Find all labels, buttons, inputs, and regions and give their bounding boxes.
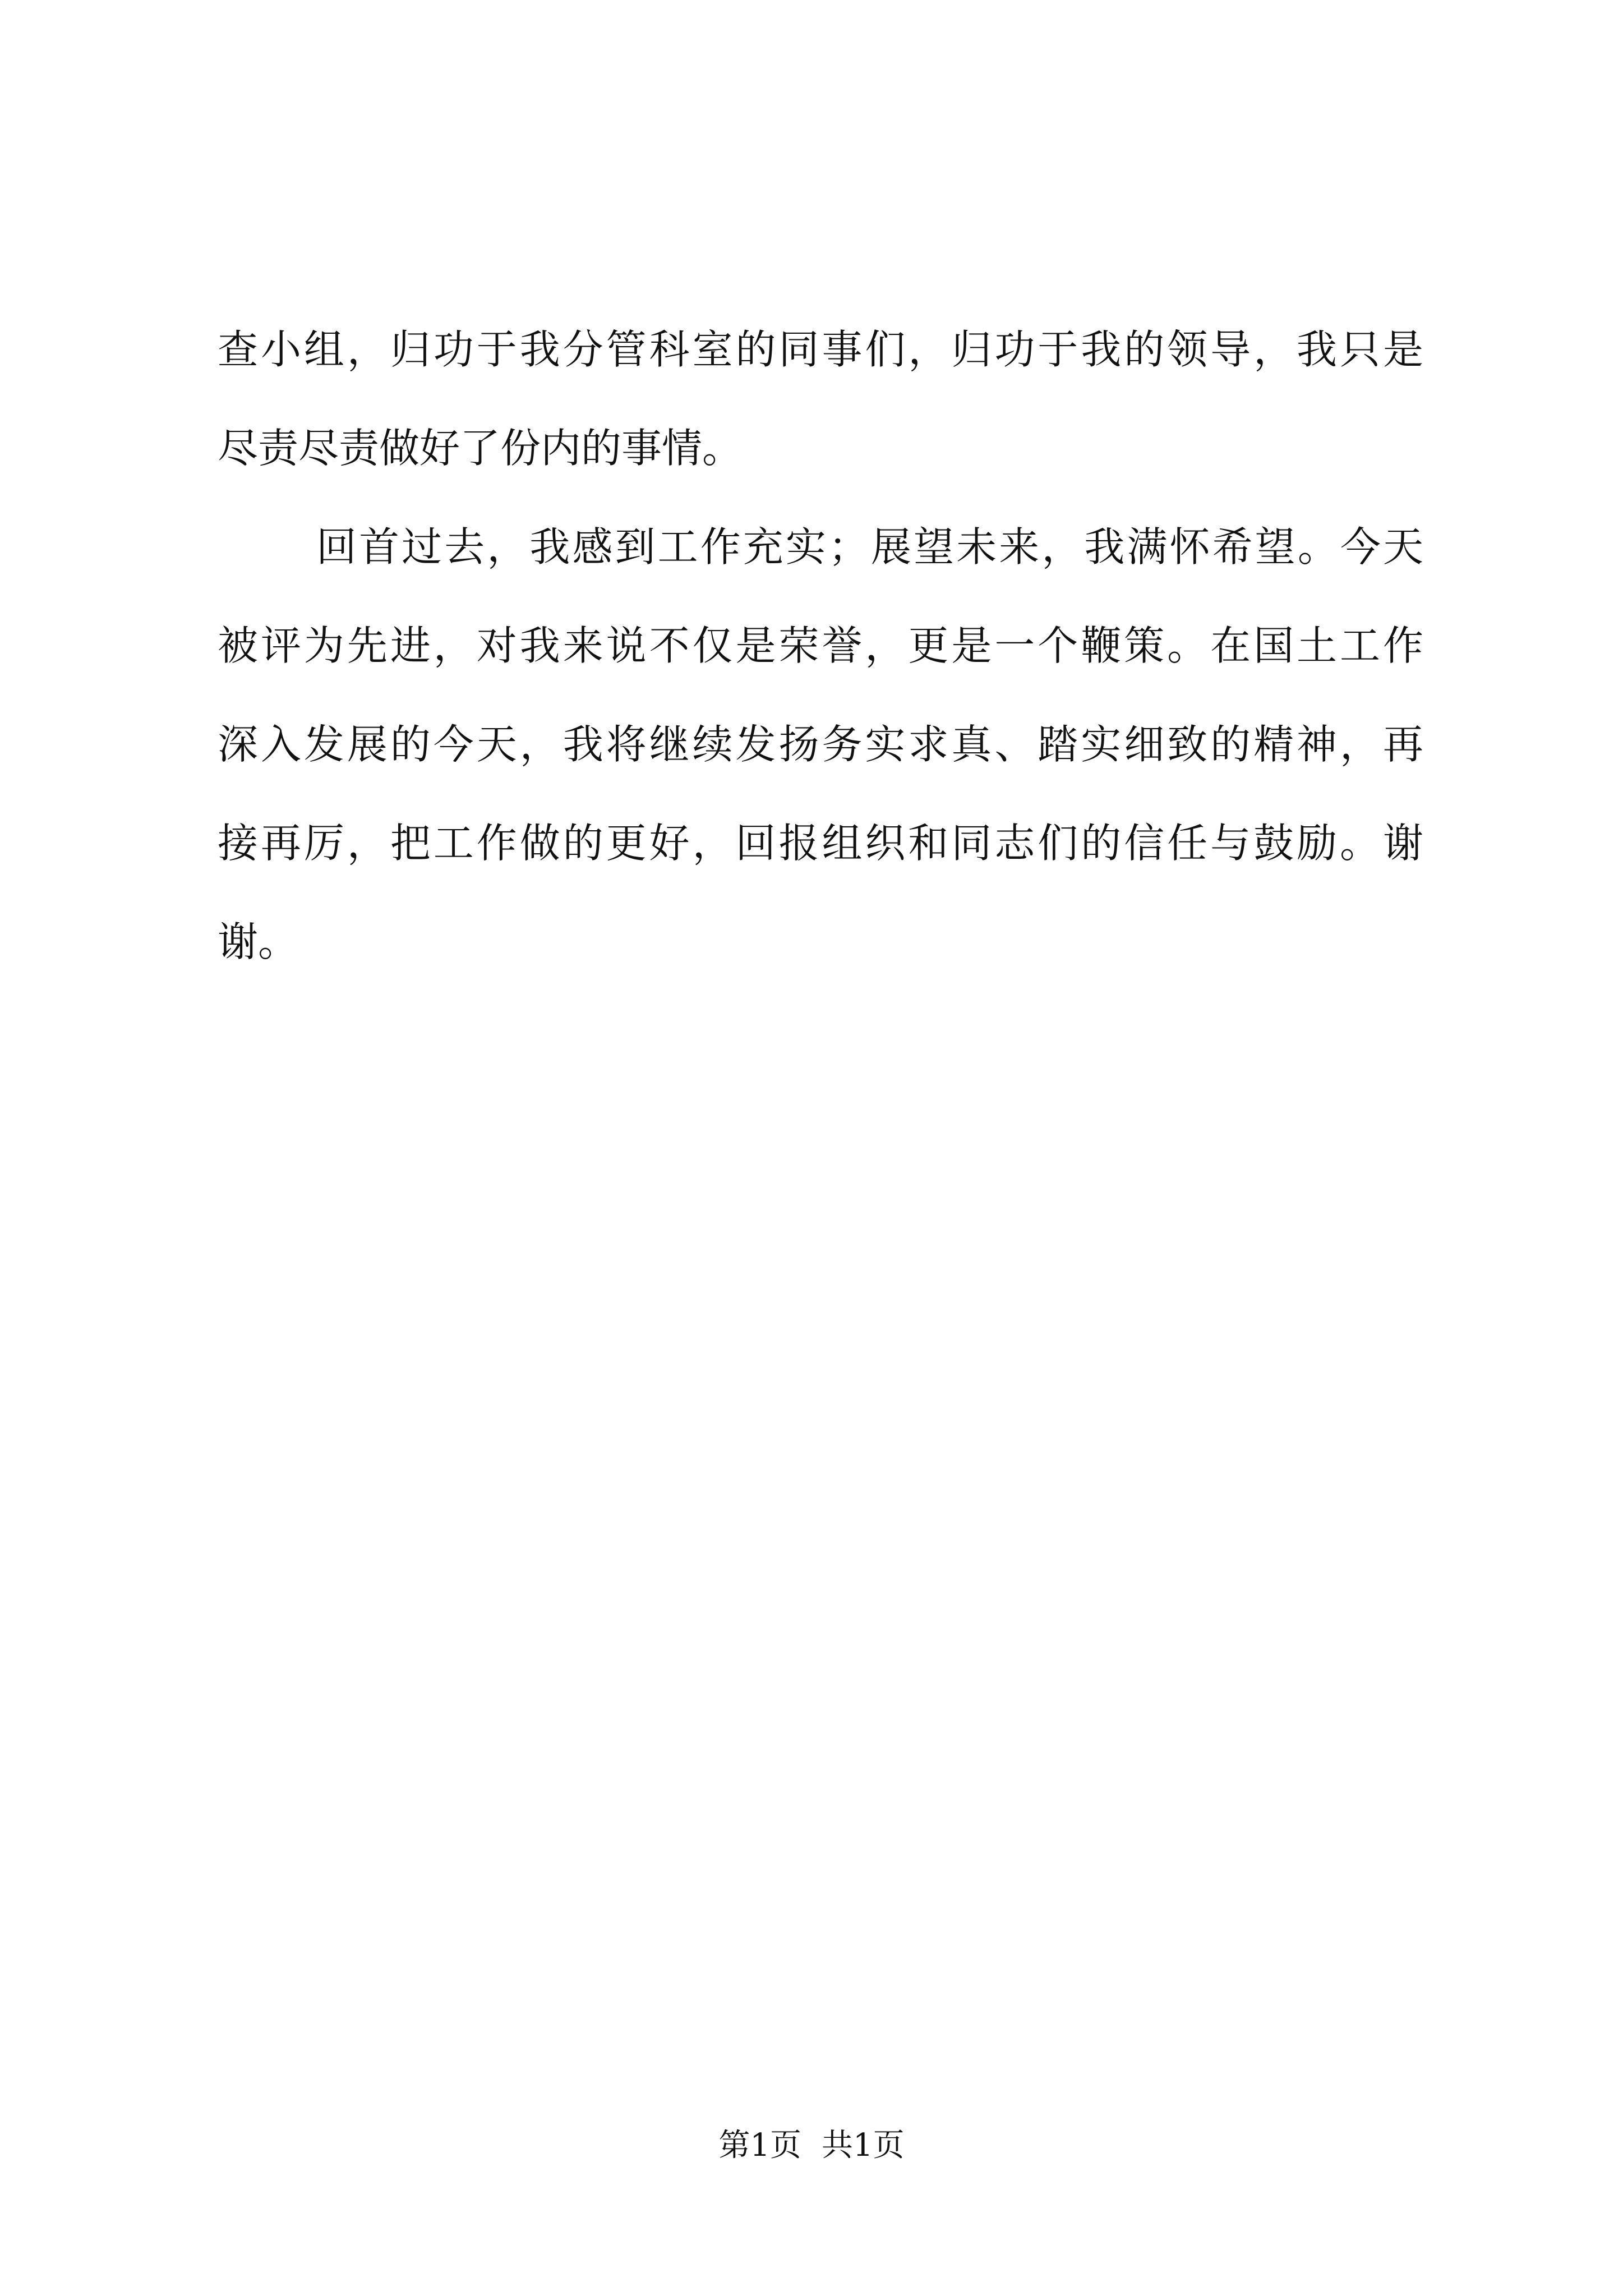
document-body: [218, 300, 1423, 991]
paragraph-2-line-5: 谢。: [218, 918, 299, 965]
paragraph-2-line-4: 接再厉，把工作做的更好，回报组织和同志们的信任与鼓励。谢: [218, 820, 1423, 867]
paragraph-2-line-2: 被评为先进，对我来说不仅是荣誉，更是一个鞭策。在国土工作: [218, 622, 1423, 669]
page-footer: [0, 2120, 1623, 2165]
paragraph-1-line-1: 查小组，归功于我分管科室的同事们，归功于我的领导，我只是: [218, 326, 1423, 373]
page-total: 共1页: [822, 2127, 905, 2164]
paragraph-1-line-2: 尽责尽责做好了份内的事情。: [218, 425, 743, 472]
paragraph-2-line-3: 深入发展的今天，我将继续发扬务实求真、踏实细致的精神，再: [218, 721, 1423, 768]
page-number: 第1页: [718, 2127, 801, 2164]
paragraph-2-line-1: 回首过去，我感到工作充实；展望未来，我满怀希望。今天: [316, 523, 1423, 570]
